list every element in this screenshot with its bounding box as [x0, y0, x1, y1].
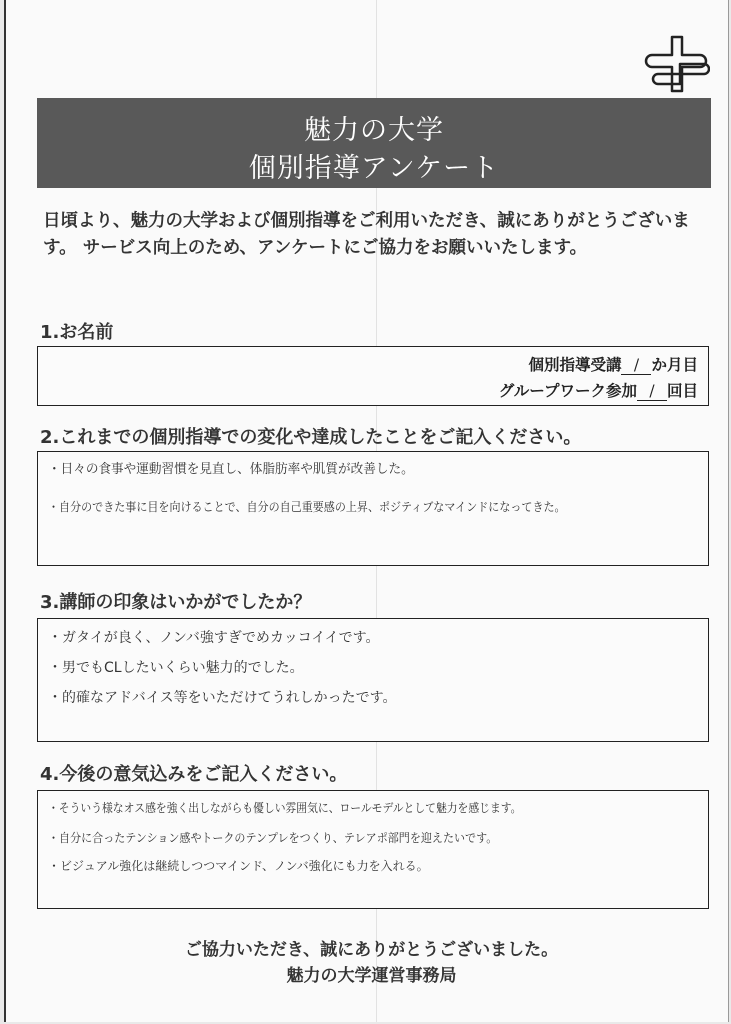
course-month-line [528, 353, 698, 375]
q2-answer-line: ・自分のできた事に目を向けることで、自分の自己重要感の上昇、ポジティブなマインドになってきた。 [48, 500, 566, 514]
q3-answer-line: ・男でもCLしたいくらい魅力的でした。 [48, 660, 304, 676]
group-work-value[interactable]: / [637, 382, 667, 401]
title-line-1: 魅力の大学 [304, 115, 444, 146]
survey-sheet [4, 0, 729, 1022]
group-work-line [499, 379, 698, 401]
cross-plus-logo-icon [644, 34, 710, 96]
q4-answer-line: ・そういう様なオス感を強く出しながらも優しい雰囲気に、ロールモデルとして魅力を感じます。 [48, 801, 522, 815]
group-work-label: グループワーク参加 [498, 382, 637, 400]
title-line-2: 個別指導アンケート [248, 153, 500, 184]
q4-answer-line: ・ビジュアル強化は継続しつつマインド、ノンバ強化にも力を入れる。 [48, 859, 429, 873]
title-banner [37, 98, 711, 188]
q4-title: 4.今後の意気込みをご記入ください。 [40, 764, 348, 785]
q1-title: 1.お名前 [40, 322, 114, 343]
course-month-label: 個別指導受講 [528, 356, 622, 374]
thanks-message: ご協力いただき、誠にありがとうございました。 [184, 940, 559, 960]
q3-answer-box[interactable] [37, 618, 709, 742]
q3-answer-line: ・的確なアドバイス等をいただけてうれしかったです。 [48, 690, 397, 706]
intro-text: 日頃より、魅力の大学および個別指導をご利用いただき、誠にありがとうございます。 サービス向上のため、アンケートにご協力をお願いいたします。 [43, 211, 690, 258]
q2-answer-line: ・日々の食事や運動習慣を見直し、体脂肪率や肌質が改善した。 [48, 462, 414, 477]
group-work-unit: 回目 [666, 382, 698, 400]
q3-title: 3.講師の印象はいかがでしたか？ [40, 592, 312, 613]
q4-answer-line: ・自分に合ったテンション感やトークのテンプレをつくり、テレアポ部門を迎えたいです。 [48, 831, 498, 845]
course-month-value[interactable]: / [621, 356, 651, 375]
q4-answer-box[interactable] [37, 790, 709, 909]
q2-answer-box[interactable] [37, 451, 709, 566]
q3-answer-line: ・ガタイが良く、ノンバ強すぎでめカッコイイです。 [48, 630, 380, 646]
course-month-unit: か月目 [651, 356, 698, 374]
office-name: 魅力の大学運営事務局 [286, 966, 457, 986]
q2-title: 2.これまでの個別指導での変化や達成したことをご記入ください。 [40, 427, 582, 448]
name-field[interactable] [37, 346, 709, 406]
